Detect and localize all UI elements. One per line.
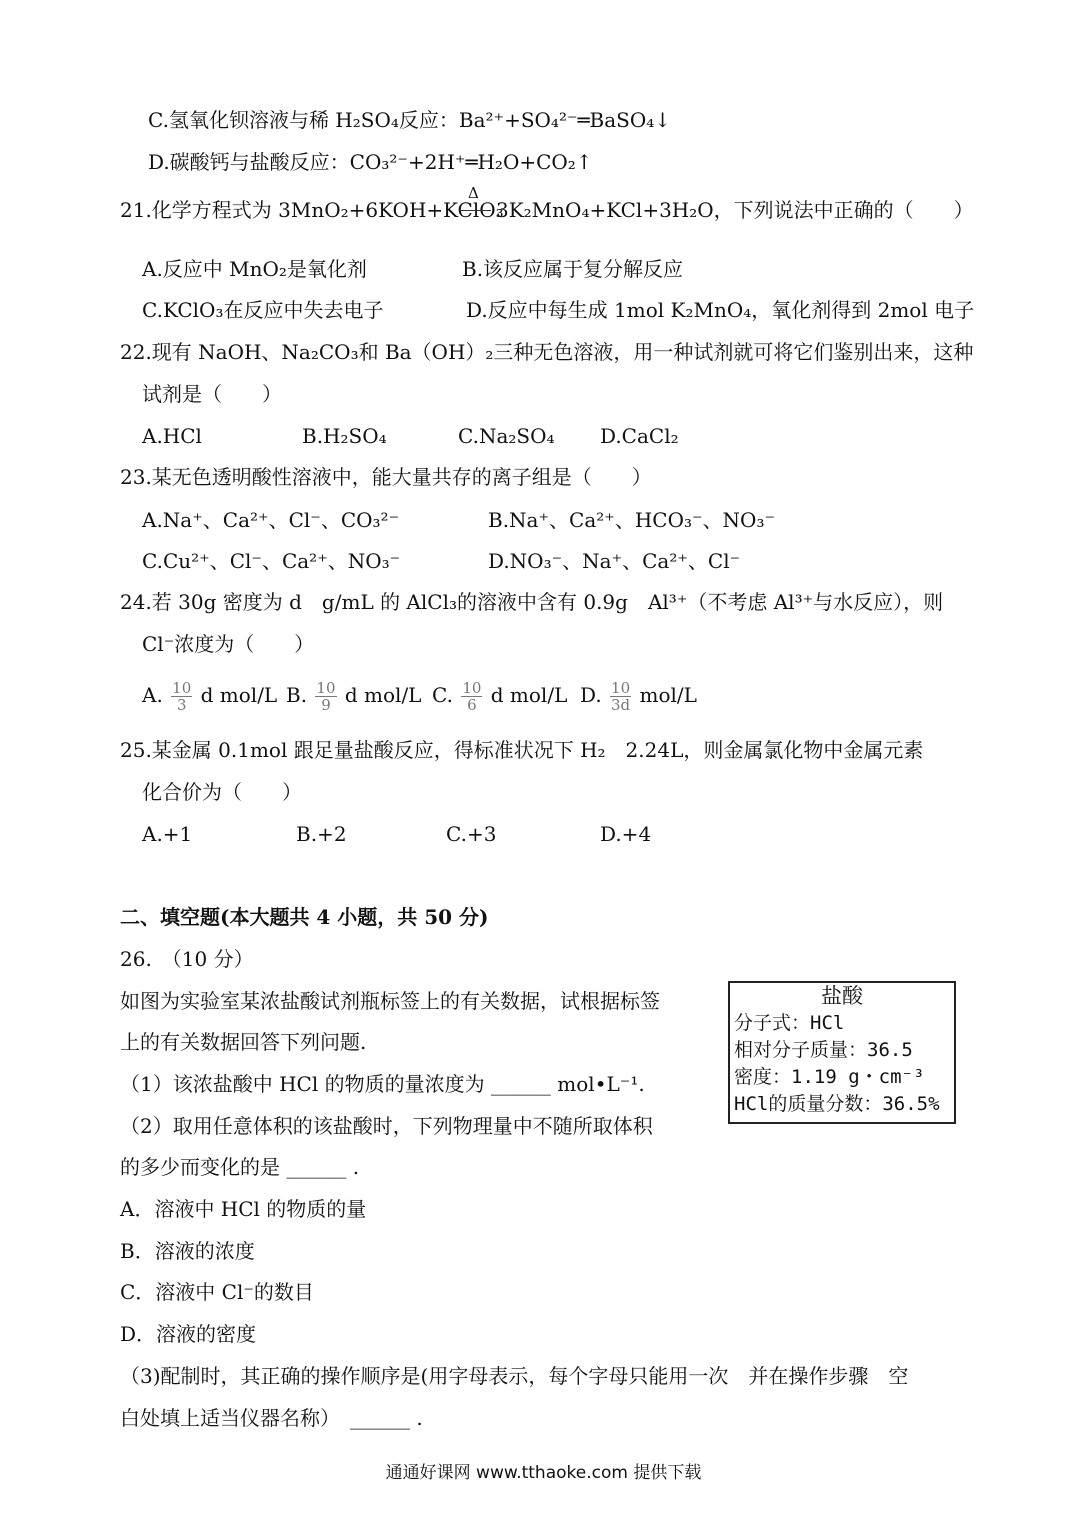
q25-option-a: A.+1 xyxy=(142,822,193,846)
q26-part2-line2: 的多少而变化的是 ______ . xyxy=(120,1155,360,1179)
q25-option-c: C.+3 xyxy=(446,822,497,846)
q22-stem-line2: 试剂是（ ） xyxy=(142,382,282,406)
q23-option-d: D.NO₃⁻、Na⁺、Ca²⁺、Cl⁻ xyxy=(488,549,741,573)
q24-option-a-fraction xyxy=(171,680,192,713)
reaction-line xyxy=(459,210,491,211)
q26-part3-line2: 白处填上适当仪器名称） ______ . xyxy=(120,1406,423,1430)
q24-option-b-fraction xyxy=(315,680,336,713)
q21-option-c: C.KClO₃在反应中失去电子 xyxy=(142,298,384,322)
q24-option-b xyxy=(286,680,421,713)
fraction-denominator: 3d xyxy=(611,696,631,714)
q25-stem-line1: 25.某金属 0.1mol 跟足量盐酸反应，得标准状况下 H₂ 2.24L，则金属氯化物中金属元素 xyxy=(120,738,924,762)
q24-option-b-letter: B. xyxy=(286,683,308,707)
q22-option-d: D.CaCl₂ xyxy=(600,424,679,448)
fraction-numerator: 10 xyxy=(462,679,482,697)
q24-option-c-unit: d mol/L xyxy=(490,683,568,707)
q22-option-c: C.Na₂SO₄ xyxy=(458,424,555,448)
q26-option-b: B．溶液的浓度 xyxy=(120,1239,255,1263)
q21-option-a: A.反应中 MnO₂是氧化剂 xyxy=(142,257,367,281)
q26-part1: （1）该浓盐酸中 HCl 的物质的量浓度为 ______ mol•L⁻¹. xyxy=(120,1072,645,1096)
fraction-denominator: 9 xyxy=(321,696,331,714)
q23-option-c: C.Cu²⁺、Cl⁻、Ca²⁺、NO₃⁻ xyxy=(142,549,401,573)
q26-header: 26. （10 分） xyxy=(120,947,254,971)
q26-option-d: D．溶液的密度 xyxy=(120,1322,257,1346)
q24-option-a-unit: d mol/L xyxy=(200,683,278,707)
q26-intro-line2: 上的有关数据回答下列问题. xyxy=(120,1030,367,1054)
q23-option-b: B.Na⁺、Ca²⁺、HCO₃⁻、NO₃⁻ xyxy=(488,508,776,532)
fraction-numerator: 10 xyxy=(316,679,336,697)
q20-option-d: D.碳酸钙与盐酸反应：CO₃²⁻+2H⁺═H₂O+CO₂↑ xyxy=(148,150,593,174)
reagent-label-fraction: HCl的质量分数：36.5% xyxy=(734,1093,940,1115)
q26-part2-line1: （2）取用任意体积的该盐酸时，下列物理量中不随所取体积 xyxy=(120,1114,653,1138)
heat-condition: Δ xyxy=(468,184,479,202)
reagent-label-density: 密度：1.19 g・cm⁻³ xyxy=(734,1066,925,1088)
q24-option-a-letter: A. xyxy=(142,683,163,707)
q20-option-c: C.氢氧化钡溶液与稀 H₂SO₄反应：Ba²⁺+SO₄²⁻═BaSO₄↓ xyxy=(148,108,672,132)
reagent-label-formula: 分子式：HCl xyxy=(734,1012,845,1034)
q25-option-b: B.+2 xyxy=(296,822,347,846)
q21-option-b: B.该反应属于复分解反应 xyxy=(462,257,684,281)
section-title: 二、填空题(本大题共 4 小题，共 50 分) xyxy=(120,905,489,929)
q24-option-d-fraction xyxy=(610,680,631,713)
reagent-label-title: 盐酸 xyxy=(821,984,863,1008)
q21-option-d: D.反应中每生成 1mol K₂MnO₄，氧化剂得到 2mol 电子 xyxy=(466,298,975,322)
q24-option-c-letter: C. xyxy=(432,683,453,707)
q21-stem-post: 3K₂MnO₄+KCl+3H₂O，下列说法中正确的（ ） xyxy=(496,198,974,222)
q24-option-c xyxy=(432,680,567,713)
reagent-label-mass: 相对分子质量：36.5 xyxy=(734,1039,913,1061)
q24-option-c-fraction xyxy=(461,680,482,713)
q23-option-a: A.Na⁺、Ca²⁺、Cl⁻、CO₃²⁻ xyxy=(142,508,400,532)
q21-stem-pre: 21.化学方程式为 3MnO₂+6KOH+KClO₃ xyxy=(120,198,504,222)
q24-option-a xyxy=(142,680,277,713)
fraction-numerator: 10 xyxy=(172,679,192,697)
q22-stem-line1: 22.现有 NaOH、Na₂CO₃和 Ba（OH）₂三种无色溶液，用一种试剂就可将它们鉴别出来，这种 xyxy=(120,340,974,364)
page-footer: 通通好课网 www.tthaoke.com 提供下载 xyxy=(385,1463,702,1483)
q24-stem-line2: Cl⁻浓度为（ ） xyxy=(142,632,315,656)
q24-stem-line1: 24.若 30g 密度为 d g/mL 的 AlCl₃的溶液中含有 0.9g Al³⁺（不考虑 Al³⁺与水反应），则 xyxy=(120,590,944,614)
fraction-denominator: 6 xyxy=(467,696,477,714)
q24-option-b-unit: d mol/L xyxy=(344,683,422,707)
q24-option-d xyxy=(580,680,697,713)
q23-stem: 23.某无色透明酸性溶液中，能大量共存的离子组是（ ） xyxy=(120,465,652,489)
q25-stem-line2: 化合价为（ ） xyxy=(142,780,302,804)
q22-option-a: A.HCl xyxy=(142,424,202,448)
reagent-label xyxy=(728,981,956,1124)
fraction-denominator: 3 xyxy=(176,696,187,714)
q24-option-d-unit: mol/L xyxy=(639,683,697,707)
q26-option-a: A．溶液中 HCl 的物质的量 xyxy=(120,1197,367,1221)
q25-option-d: D.+4 xyxy=(600,822,652,846)
q26-part3-line1: （3)配制时，其正确的操作顺序是(用字母表示，每个字母只能用一次 并在操作步骤 空 xyxy=(120,1364,909,1388)
q26-option-c: C．溶液中 Cl⁻的数目 xyxy=(120,1280,314,1304)
q24-option-d-letter: D. xyxy=(580,683,602,707)
q26-intro-line1: 如图为实验室某浓盐酸试剂瓶标签上的有关数据，试根据标签 xyxy=(120,989,660,1013)
q22-option-b: B.H₂SO₄ xyxy=(302,424,387,448)
fraction-numerator: 10 xyxy=(611,679,631,697)
